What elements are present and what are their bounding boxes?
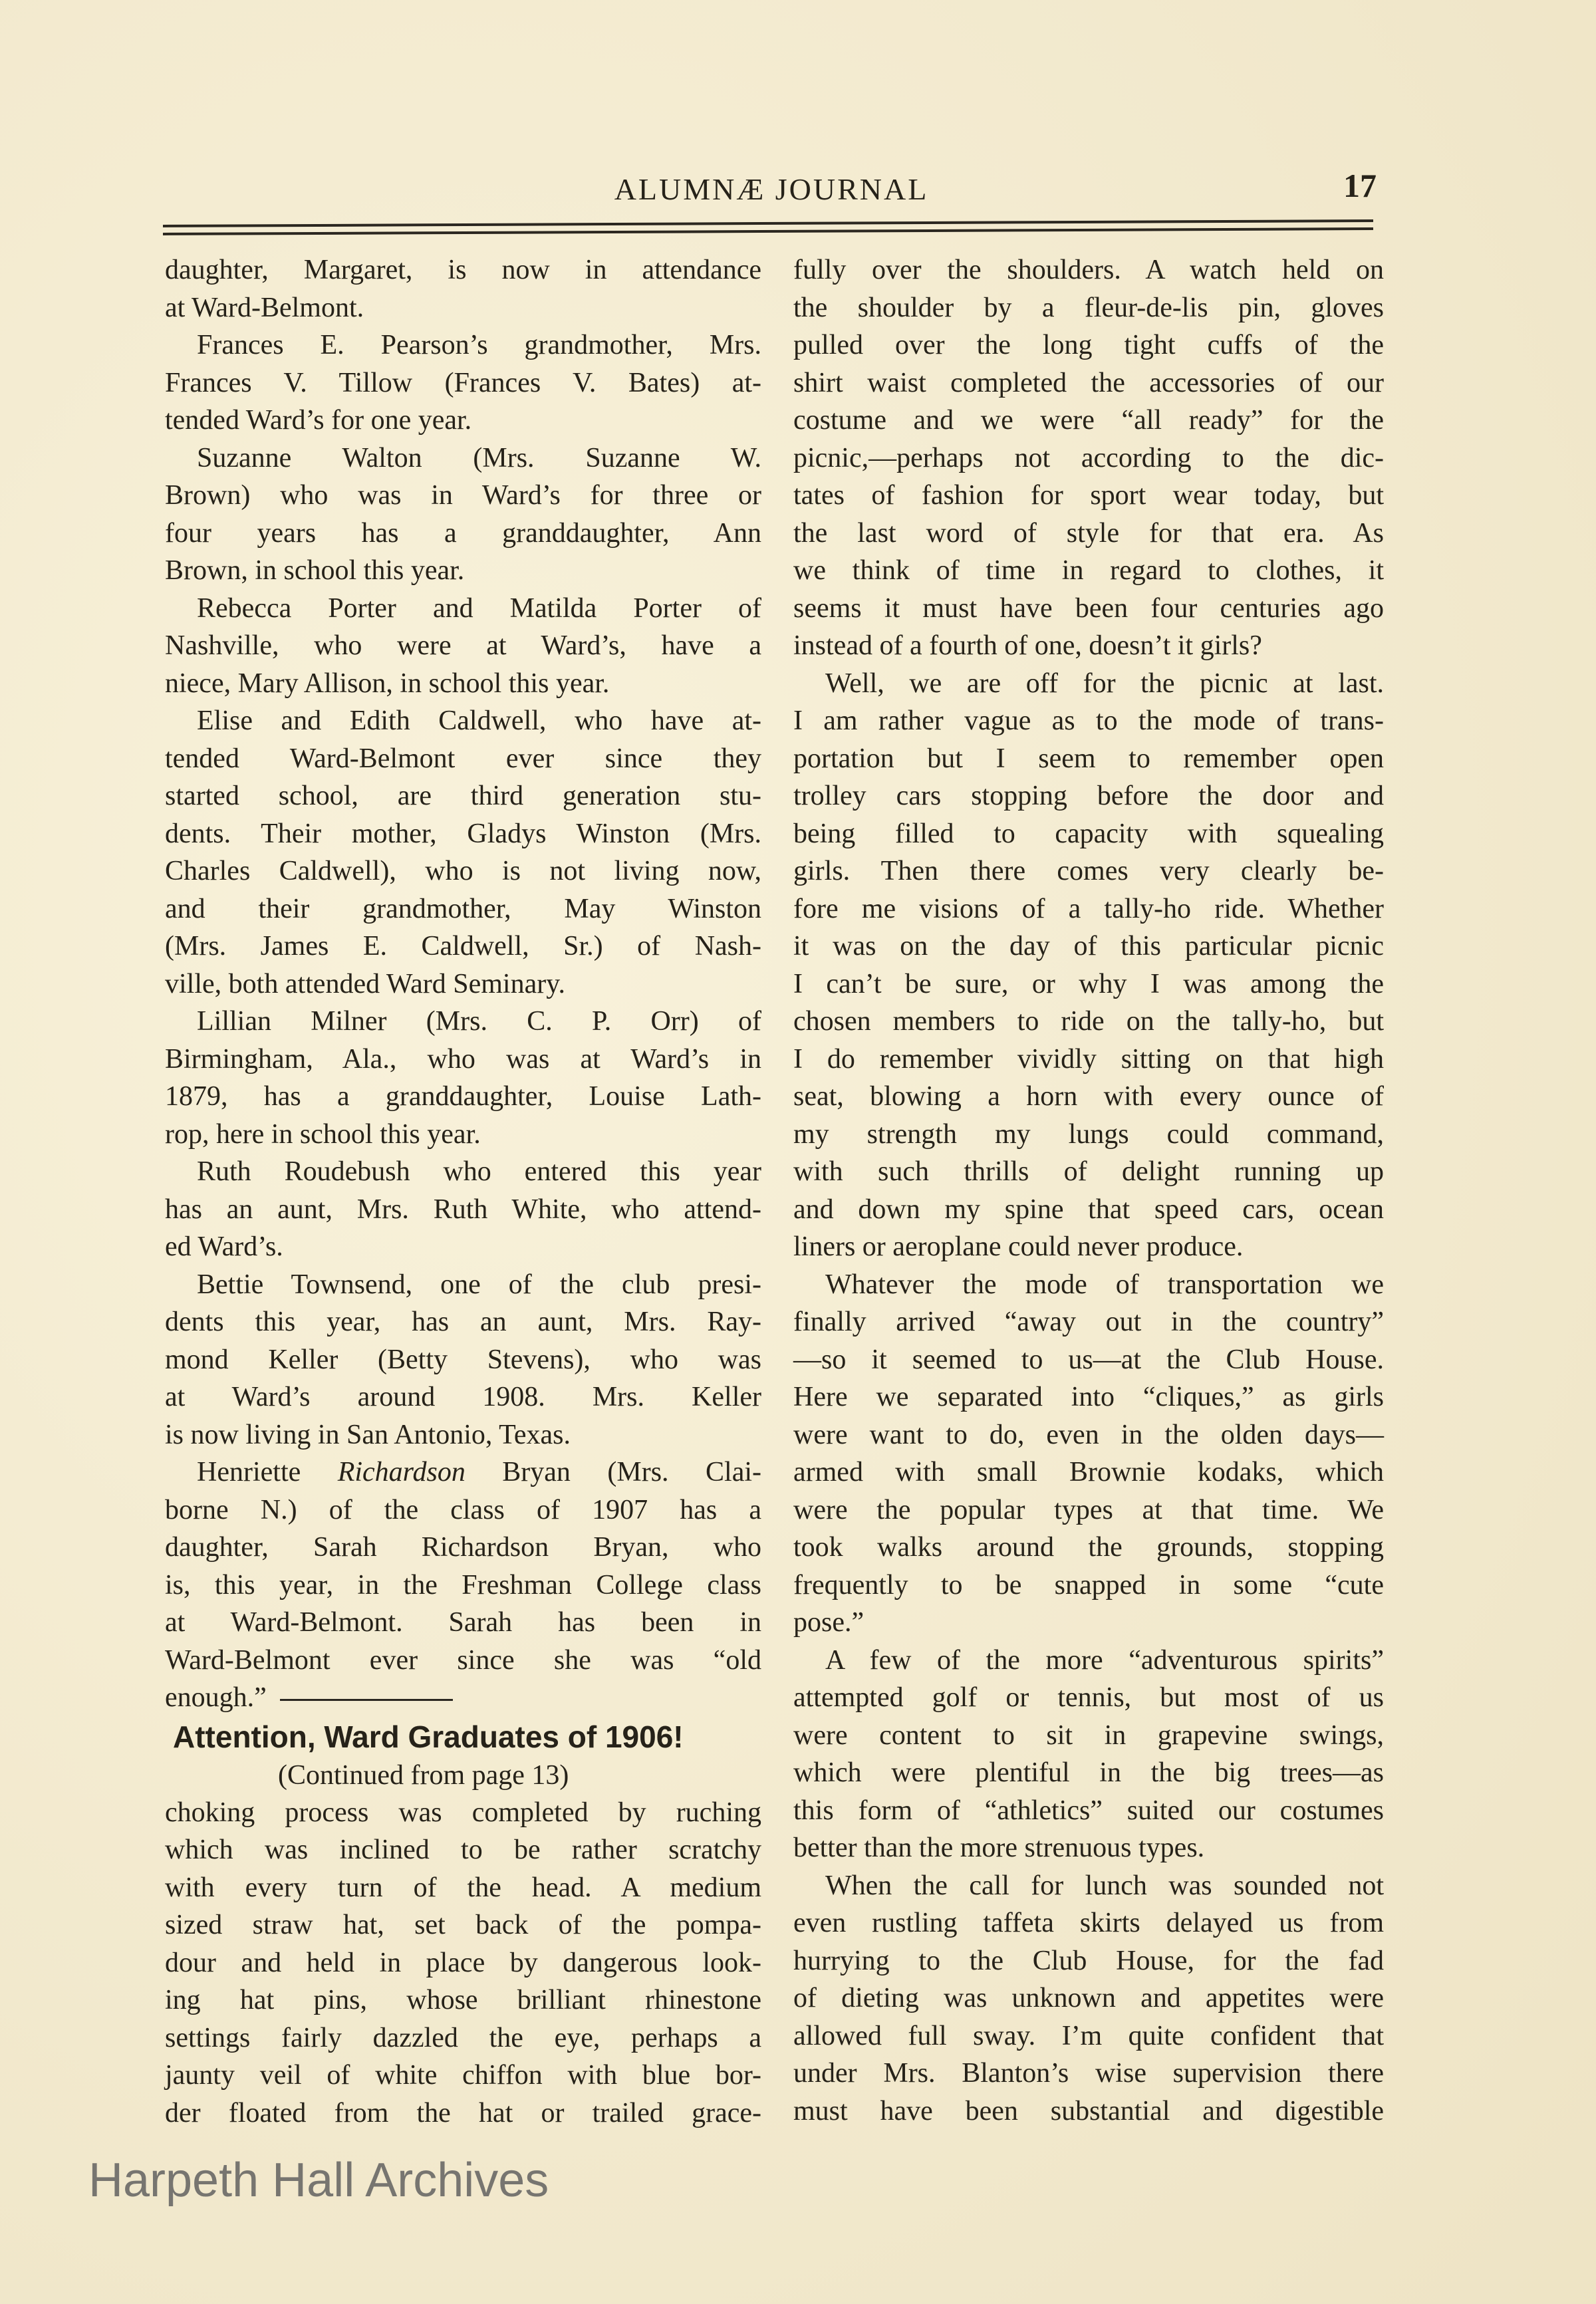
text-line: shirt waist completed the accessories of our <box>793 367 1384 398</box>
text-line: were want to do, even in the olden days— <box>793 1419 1384 1450</box>
text-line: is, this year, in the Freshman College class <box>165 1569 761 1600</box>
text-line: Here we separated into “cliques,” as girls <box>793 1382 1384 1412</box>
paragraph <box>165 590 761 703</box>
text-line: and their grandmother, May Winston <box>165 893 761 924</box>
text-line: armed with small Brownie kodaks, which <box>793 1457 1384 1487</box>
text-line: costume and we were “all ready” for the <box>793 405 1384 436</box>
text-line: tended Ward’s for one year. <box>165 405 472 436</box>
paragraph <box>165 326 761 440</box>
paragraph <box>793 1266 1384 1642</box>
text-line: ville, both attended Ward Seminary. <box>165 968 565 999</box>
text-line: tended Ward-Belmont ever since they <box>165 743 761 774</box>
text-line: were content to sit in grapevine swings, <box>793 1720 1384 1751</box>
text-segment: Henriette <box>197 1457 338 1487</box>
text-line: Rebecca Porter and Matilda Porter of <box>197 592 761 624</box>
paragraph <box>793 1867 1384 2130</box>
text-line: took walks around the grounds, stopping <box>793 1532 1384 1563</box>
text-line: at Ward-Belmont. <box>165 292 364 323</box>
text-line: girls. Then there comes very clearly be- <box>793 856 1384 886</box>
text-line: my strength my lungs could command, <box>793 1118 1384 1150</box>
text-line: Ruth Roudebush who entered this year <box>197 1156 761 1187</box>
text-line: picnic,—perhaps not according to the dic- <box>793 442 1384 473</box>
text-line: sized straw hat, set back of the pompa- <box>165 1910 761 1940</box>
text-line: which was inclined to be rather scratchy <box>165 1835 761 1865</box>
text-line: Suzanne Walton (Mrs. Suzanne W. <box>197 442 761 473</box>
archive-watermark: Harpeth Hall Archives <box>88 2154 549 2207</box>
text-line: Elise and Edith Caldwell, who have at- <box>197 705 761 736</box>
text-line: were the popular types at that time. We <box>793 1494 1384 1525</box>
header-rule-top <box>163 219 1373 227</box>
text-line: Ward-Belmont ever since she was “old <box>165 1644 761 1676</box>
text-line: allowed full sway. I’m quite confident that <box>793 2020 1384 2051</box>
text-line: four years has a granddaughter, Ann <box>165 517 761 549</box>
text-line: daughter, Margaret, is now in attendance <box>165 255 761 285</box>
text-line: Brown) who was in Ward’s for three or <box>165 480 761 511</box>
text-line: settings fairly dazzled the eye, perhaps a <box>165 2022 761 2053</box>
text-line: we think of time in regard to clothes, it <box>793 555 1384 586</box>
text-line: which were plentiful in the big trees—as <box>793 1757 1384 1788</box>
text-line: der floated from the hat or trailed grace- <box>165 2097 761 2128</box>
text-line: mond Keller (Betty Stevens), who was <box>165 1344 761 1375</box>
text-line: jaunty veil of white chiffon with blue bor- <box>165 2060 761 2091</box>
text-line: at Ward’s around 1908. Mrs. Keller <box>165 1382 761 1412</box>
text-line: under Mrs. Blanton’s wise supervision there <box>793 2058 1384 2089</box>
text-line: is now living in San Antonio, Texas. <box>165 1419 571 1450</box>
text-line: tates of fashion for sport wear today, but <box>793 480 1384 511</box>
text-line: rop, here in school this year. <box>165 1118 481 1150</box>
text-line: Brown, in school this year. <box>165 555 465 586</box>
text-line: the last word of style for that era. As <box>793 517 1384 549</box>
text-line: the shoulder by a fleur-de-lis pin, gloves <box>793 292 1384 323</box>
text-line: instead of a fourth of one, doesn’t it girls? <box>793 630 1262 661</box>
text-line: started school, are third generation stu- <box>165 781 761 811</box>
paragraph <box>793 251 1384 665</box>
text-line: it was on the day of this particular picnic <box>793 931 1384 961</box>
text-line: at Ward-Belmont. Sarah has been in <box>165 1607 761 1638</box>
text-line: dents this year, has an aunt, Mrs. Ray- <box>165 1307 761 1337</box>
text-line: Lillian Milner (Mrs. C. P. Orr) of <box>197 1006 761 1037</box>
article-body <box>793 251 1384 2130</box>
text-line: (Mrs. James E. Caldwell, Sr.) of Nash- <box>165 931 761 961</box>
right-column <box>793 251 1384 2130</box>
text-line: seems it must have been four centuries ago <box>793 592 1384 624</box>
text-line: portation but I seem to remember open <box>793 743 1384 774</box>
text-line: liners or aeroplane could never produce. <box>793 1231 1244 1262</box>
text-line: chosen members to ride on the tally-ho, but <box>793 1006 1384 1037</box>
text-segment: Bryan (Mrs. Clai- <box>465 1457 761 1487</box>
text-line: Birmingham, Ala., who was at Ward’s in <box>165 1043 761 1075</box>
article-heading: Attention, Ward Graduates of 1906! <box>173 1719 684 1754</box>
text-line: attempted golf or tennis, but most of us <box>793 1682 1384 1713</box>
text-line: ed Ward’s. <box>165 1231 283 1262</box>
text-line: hurrying to the Club House, for the fad <box>793 1945 1384 1976</box>
text-line: Nashville, who were at Ward’s, have a <box>165 630 761 661</box>
text-line: seat, blowing a horn with every ounce of <box>793 1081 1384 1112</box>
text-line: finally arrived “away out in the country” <box>793 1307 1384 1337</box>
text-line: Well, we are off for the picnic at last. <box>825 668 1384 699</box>
text-line: with such thrills of delight running up <box>793 1156 1384 1187</box>
paragraph <box>165 251 761 326</box>
paragraph <box>165 702 761 1003</box>
text-line <box>165 1454 761 1491</box>
text-line: Bettie Townsend, one of the club presi- <box>197 1269 761 1300</box>
paragraph <box>793 1642 1384 1867</box>
text-line: dents. Their mother, Gladys Winston (Mrs. <box>165 818 761 849</box>
text-line: fully over the shoulders. A watch held on <box>793 255 1384 285</box>
text-line: Frances V. Tillow (Frances V. Bates) at- <box>165 367 761 398</box>
text-line: 1879, has a granddaughter, Louise Lath- <box>165 1081 761 1112</box>
text-line: pulled over the long tight cuffs of the <box>793 330 1384 360</box>
text-line: has an aunt, Mrs. Ruth White, who attend- <box>165 1194 761 1225</box>
text-line: dour and held in place by dangerous look- <box>165 1947 761 1978</box>
header-rule-bottom <box>163 227 1373 235</box>
text-line: this form of “athletics” suited our costumes <box>793 1795 1384 1826</box>
text-line: choking process was completed by ruching <box>165 1797 761 1828</box>
article-continuation <box>165 1794 761 2132</box>
paragraph <box>165 1266 761 1454</box>
italic-name: Richardson <box>337 1457 466 1487</box>
text-line: ing hat pins, whose brilliant rhinestone <box>165 1985 761 2015</box>
text-line: When the call for lunch was sounded not <box>825 1870 1384 1901</box>
paragraph <box>793 665 1384 1266</box>
text-line: niece, Mary Allison, in school this year. <box>165 668 610 699</box>
text-line: A few of the more “adventurous spirits” <box>825 1644 1384 1676</box>
alumnae-notes <box>165 251 761 1717</box>
text-line: enough.” <box>165 1679 761 1717</box>
text-line: of dieting was unknown and appetites were <box>793 1983 1384 2013</box>
text-line: even rustling taffeta skirts delayed us from <box>793 1908 1384 1938</box>
text-line: —so it seemed to us—at the Club House. <box>793 1344 1384 1375</box>
text-line: I can’t be sure, or why I was among the <box>793 968 1384 999</box>
left-column <box>165 251 761 2132</box>
text-line: Whatever the mode of transportation we <box>825 1269 1384 1300</box>
article-subheading: (Continued from page 13) <box>278 1759 569 1791</box>
paragraph <box>165 440 761 590</box>
paragraph <box>165 1794 761 2132</box>
text-line: I am rather vague as to the mode of trans- <box>793 705 1384 736</box>
text-line: fore me visions of a tally-ho ride. Whether <box>793 893 1384 924</box>
text-line: with every turn of the head. A medium <box>165 1872 761 1903</box>
page-number: 17 <box>1343 167 1377 204</box>
text-line: pose.” <box>793 1607 864 1638</box>
text-line: must have been substantial and digestible <box>793 2095 1384 2126</box>
text-line: Charles Caldwell), who is not living now, <box>165 856 761 886</box>
text-line: I do remember vividly sitting on that high <box>793 1043 1384 1075</box>
text-line: better than the more strenuous types. <box>793 1833 1205 1863</box>
paragraph <box>165 1454 761 1717</box>
journal-title: ALUMNÆ JOURNAL <box>614 172 929 206</box>
text-line: daughter, Sarah Richardson Bryan, who <box>165 1532 761 1563</box>
text-line: and down my spine that speed cars, ocean <box>793 1194 1384 1225</box>
paragraph <box>165 1003 761 1153</box>
text-line: trolley cars stopping before the door and <box>793 781 1384 811</box>
text-line: being filled to capacity with squealing <box>793 818 1384 849</box>
section-divider <box>280 1699 453 1701</box>
text-line: Frances E. Pearson’s grandmother, Mrs. <box>197 330 761 360</box>
paragraph <box>165 1153 761 1266</box>
text-line: frequently to be snapped in some “cute <box>793 1569 1384 1600</box>
text-line: borne N.) of the class of 1907 has a <box>165 1494 761 1525</box>
